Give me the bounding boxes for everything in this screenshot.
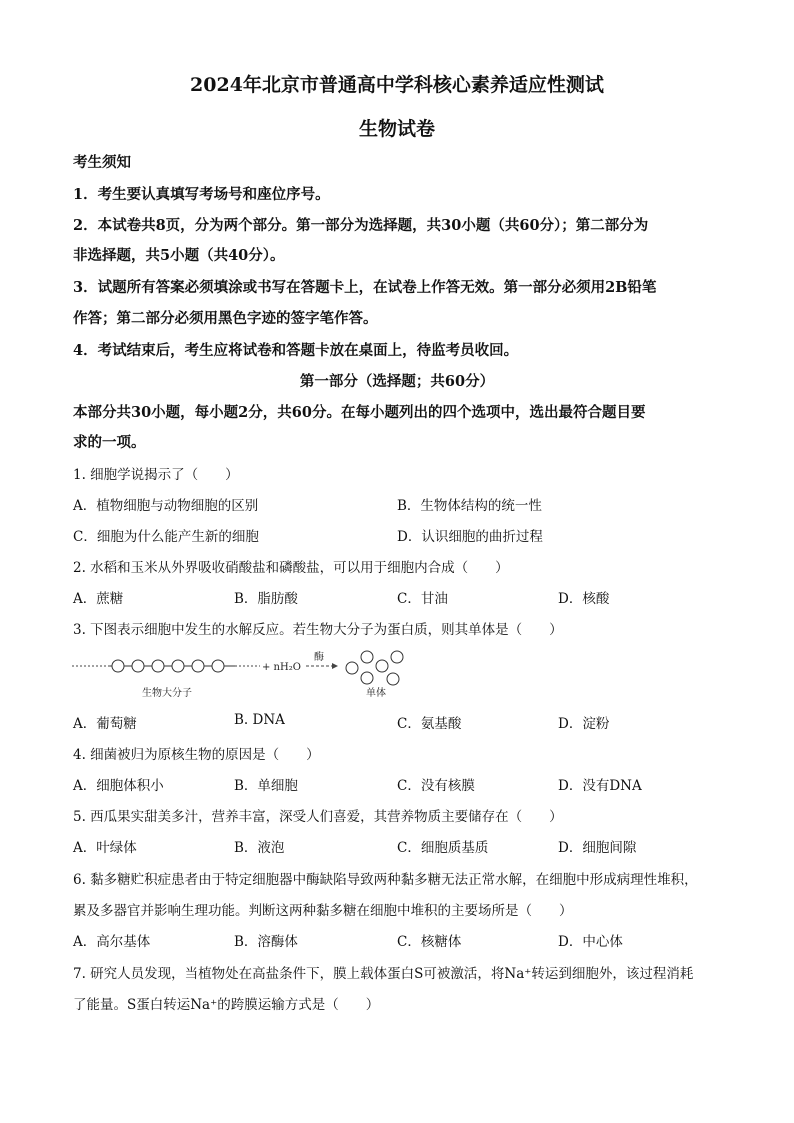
question-1-option-a[interactable]: A．植物细胞与动物细胞的区别 bbox=[73, 498, 259, 514]
question-3-stem: 3. 下图表示细胞中发生的水解反应。若生物大分子为蛋白质，则其单体是（ ） bbox=[73, 622, 563, 638]
question-1-stem: 1. 细胞学说揭示了（ ） bbox=[73, 467, 239, 483]
question-6-option-b[interactable]: B．溶酶体 bbox=[234, 934, 298, 950]
question-4-stem: 4. 细菌被归为原核生物的原因是（ ） bbox=[73, 747, 320, 763]
exam-title: 2024年北京市普通高中学科核心素养适应性测试 bbox=[190, 74, 604, 96]
hydrolysis-diagram bbox=[70, 648, 410, 700]
part1-intro: 本部分共30小题，每小题2分，共60分。在每小题列出的四个选项中，选出最符合题目要 bbox=[73, 404, 646, 421]
enzyme-label: 酶 bbox=[314, 652, 324, 663]
question-3-option-b[interactable]: B. DNA bbox=[234, 712, 285, 728]
question-2-option-c[interactable]: C．甘油 bbox=[397, 591, 448, 607]
question-5-option-b[interactable]: B．液泡 bbox=[234, 840, 285, 856]
macromolecule-chain bbox=[110, 660, 235, 672]
part1-heading: 第一部分（选择题；共60分） bbox=[299, 373, 495, 390]
notice-item-3: 3．试题所有答案必须填涂或书写在答题卡上，在试卷上作答无效。第一部分必须用2B铅笔 bbox=[73, 279, 657, 296]
question-7-stem-cont: 了能量。S蛋白转运Na⁺的跨膜运输方式是（ ） bbox=[73, 997, 380, 1013]
exam-subtitle: 生物试卷 bbox=[358, 118, 435, 140]
question-2-option-d[interactable]: D．核酸 bbox=[558, 591, 610, 607]
question-1-option-d[interactable]: D．认识细胞的曲折过程 bbox=[397, 529, 543, 545]
notice-item-2-cont: 非选择题，共5小题（共40分）。 bbox=[73, 247, 285, 264]
question-4-option-b[interactable]: B．单细胞 bbox=[234, 778, 298, 794]
notice-item-1: 1．考生要认真填写考场号和座位序号。 bbox=[73, 186, 330, 203]
question-3-option-a[interactable]: A．葡萄糖 bbox=[73, 716, 137, 732]
question-2-stem: 2. 水稻和玉米从外界吸收硝酸盐和磷酸盐，可以用于细胞内合成（ ） bbox=[73, 560, 509, 576]
question-2-option-b[interactable]: B．脂肪酸 bbox=[234, 591, 298, 607]
question-1-option-b[interactable]: B．生物体结构的统一性 bbox=[397, 498, 542, 514]
notice-item-4: 4．考试结束后，考生应将试卷和答题卡放在桌面上，待监考员收回。 bbox=[73, 342, 519, 359]
monomer-label: 单体 bbox=[366, 688, 386, 699]
notice-item-2: 2．本试卷共8页，分为两个部分。第一部分为选择题，共30小题（共60分）；第二部分为 bbox=[73, 217, 649, 234]
question-5-option-d[interactable]: D．细胞间隙 bbox=[558, 840, 637, 856]
arrow-head-icon bbox=[332, 663, 338, 669]
question-2-option-a[interactable]: A．蔗糖 bbox=[73, 591, 124, 607]
notice-heading: 考生须知 bbox=[73, 154, 131, 171]
monomers bbox=[346, 651, 403, 685]
question-6-option-a[interactable]: A．高尔基体 bbox=[73, 934, 151, 950]
question-3-option-d[interactable]: D．淀粉 bbox=[558, 716, 610, 732]
question-4-option-d[interactable]: D．没有DNA bbox=[558, 778, 642, 794]
question-6-option-d[interactable]: D．中心体 bbox=[558, 934, 623, 950]
question-6-stem-cont: 累及多器官并影响生理功能。判断这两种黏多糖在细胞中堆积的主要场所是（ ） bbox=[73, 903, 573, 919]
macromolecule-label: 生物大分子 bbox=[142, 688, 192, 699]
question-6-option-c[interactable]: C．核糖体 bbox=[397, 934, 462, 950]
question-5-option-c[interactable]: C．细胞质基质 bbox=[397, 840, 489, 856]
question-4-option-a[interactable]: A．细胞体积小 bbox=[73, 778, 164, 794]
question-5-stem: 5. 西瓜果实甜美多汁，营养丰富，深受人们喜爱，其营养物质主要储存在（ ） bbox=[73, 809, 563, 825]
part1-intro-cont: 求的一项。 bbox=[73, 434, 146, 451]
question-1-option-c[interactable]: C．细胞为什么能产生新的细胞 bbox=[73, 529, 259, 545]
question-7-stem: 7. 研究人员发现，当植物处在高盐条件下，膜上载体蛋白S可被激活，将Na⁺转运到细胞外，该过程消耗 bbox=[73, 966, 694, 982]
question-3-option-c[interactable]: C．氨基酸 bbox=[397, 716, 462, 732]
question-6-stem: 6. 黏多糖贮积症患者由于特定细胞器中酶缺陷导致两种黏多糖无法正常水解，在细胞中形成病理性堆积， bbox=[73, 872, 698, 888]
water-label: + nH₂O bbox=[262, 662, 301, 673]
question-4-option-c[interactable]: C．没有核膜 bbox=[397, 778, 475, 794]
notice-item-3-cont: 作答；第二部分必须用黑色字迹的签字笔作答。 bbox=[73, 310, 378, 327]
question-5-option-a[interactable]: A．叶绿体 bbox=[73, 840, 137, 856]
